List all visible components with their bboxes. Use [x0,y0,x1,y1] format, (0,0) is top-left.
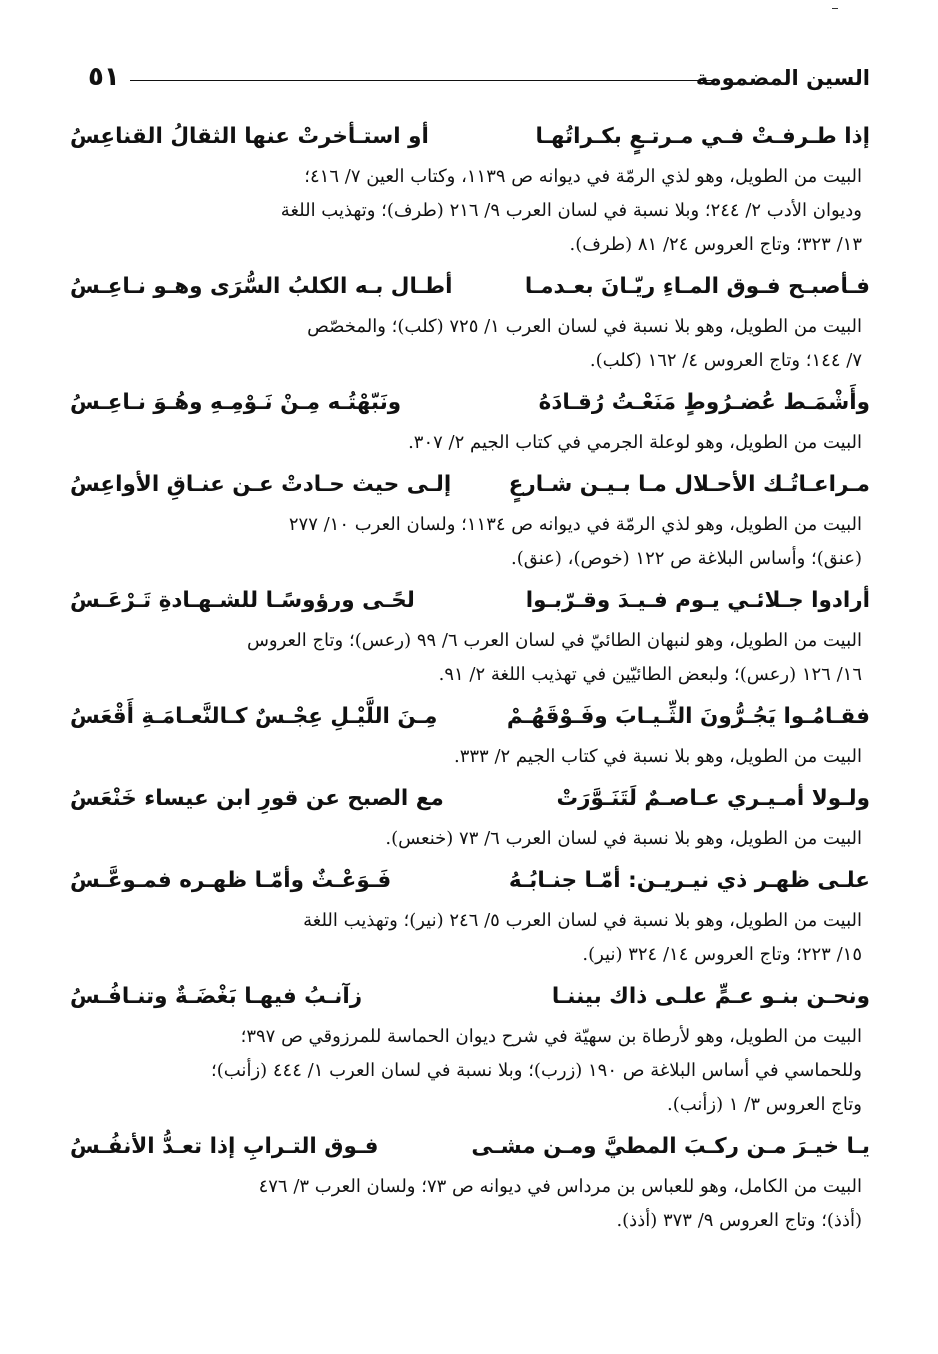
commentary-line: البيت من الكامل، وهو للعباس بن مرداس في ديوانه ص ٧٣؛ ولسان العرب ٣/ ٤٧٦ [258,1176,862,1197]
second-hemistich: فَـوَعْـثٌ وأمّـا ظهـره فمـوعَّـسُ [70,868,392,893]
first-hemistich: ونحـن بنـو عـمٍّ علـى ذاك بيننـا [551,984,870,1009]
commentary-line: ١٣/ ٣٢٣؛ وتاج العروس ٢٤/ ٨١ (طرف). [569,234,862,255]
commentary-line: ٧/ ١٤٤؛ وتاج العروس ٤/ ١٦٢ (كلب). [589,350,862,371]
first-hemistich: أرادوا جـلائـي يـوم فـيـدَ وقـرّبـوا [525,588,870,613]
verse-entry [70,384,870,460]
verse [70,466,870,504]
verse [70,268,870,306]
commentary-line: البيت من الطويل، وهو لذي الرمّة في ديوانه ص ١١٣٤؛ ولسان العرب ١٠/ ٢٧٧ [288,514,862,535]
verse [70,698,870,736]
second-hemistich: ونَبّهْتُـه مِـنْ نَـوْمِـهِ وهُـوَ نـاعِـسُ [70,390,402,415]
second-hemistich: أو استـأخرتْ عنها الثقالُ القناعِسُ [70,124,429,149]
second-hemistich: مع الصبح عن قورِ ابن عيساء خَنْعَسُ [70,786,444,811]
commentary [70,1170,870,1238]
verse [70,1128,870,1166]
commentary [70,160,870,262]
first-hemistich: إذا طـرفـتْ فـي مـرتـعٍ بكـراتُهـا [535,124,870,149]
commentary-line: البيت من الطويل، وهو لنبهان الطائيّ في لسان العرب ٦/ ٩٩ (رعس)؛ وتاج العروس [246,630,862,651]
commentary-line: (عنق)؛ وأساس البلاغة ص ١٢٢ (خوص)، (عنق). [510,548,862,569]
first-hemistich: ولـولا أمـيـري عـاصـمٌ لَتَنَـوَّرَتْ [556,786,870,811]
verse-entry [70,862,870,972]
commentary-line: ١٥/ ٢٢٣؛ وتاج العروس ١٤/ ٣٢٤ (نير). [582,944,862,965]
commentary-line: البيت من الطويل، وهو بلا نسبة في لسان العرب ٦/ ٧٣ (خنعس). [385,828,862,849]
commentary-line: البيت من الطويل، وهو لأرطاة بن سهيّة في شرح ديوان الحماسة للمرزوقي ص ٣٩٧؛ [240,1026,862,1047]
commentary [70,1020,870,1122]
first-hemistich: يـا خيـرَ مـن ركـبَ المطيَّ ومـن مشـى [471,1134,870,1159]
verse [70,978,870,1016]
commentary [70,624,870,692]
commentary-line: البيت من الطويل، وهو بلا نسبة في كتاب الجيم ٢/ ٣٣٣. [453,746,862,767]
first-hemistich: فـأصبـح فـوق المـاءِ ريّـانَ بعـدمـا [524,274,870,299]
page-body [70,118,870,1244]
commentary-line: البيت من الطويل، وهو لذي الرمّة في ديوانه ص ١١٣٩، وكتاب العين ٧/ ٤١٦؛ [304,166,862,187]
second-hemistich: فـوق التـرابِ إذا تعـدُّ الأنفُـسُ [70,1134,379,1159]
commentary-line: (أذذ)؛ وتاج العروس ٩/ ٣٧٣ (أذذ). [616,1210,862,1231]
first-hemistich: وأَشْمَـط عُضـرُوطٍ مَنَعْـتُ رُقـادَهُ [538,390,870,415]
header-rule [130,80,715,81]
commentary-line: البيت من الطويل، وهو لوعلة الجرمي في كتاب الجيم ٢/ ٣٠٧. [408,432,862,453]
page-header [70,56,870,96]
verse-entry [70,466,870,576]
book-page [70,0,870,1354]
commentary [70,740,870,774]
verse-entry [70,1128,870,1238]
commentary [70,904,870,972]
page-number: ٥١ [88,62,120,92]
commentary [70,822,870,856]
verse [70,384,870,422]
second-hemistich: أطـال بـه الكلبُ السُّرَى وهـو نـاعِـسُ [70,274,453,299]
commentary-line: البيت من الطويل، وهو بلا نسبة في لسان العرب ١/ ٧٢٥ (كلب)؛ والمخصّص [307,316,862,337]
verse [70,780,870,818]
commentary [70,426,870,460]
commentary-line: البيت من الطويل، وهو بلا نسبة في لسان العرب ٥/ ٢٤٦ (نير)؛ وتهذيب اللغة [303,910,862,931]
verse-entry [70,780,870,856]
commentary-line: وتاج العروس ٣/ ١ (زأنب). [666,1094,862,1115]
commentary [70,310,870,378]
verse-entry [70,118,870,262]
verse [70,582,870,620]
verse-entry [70,698,870,774]
first-hemistich: علـى ظهـر ذي نيـريـن: أمّـا جنـابُـهُ [508,868,870,893]
commentary-line: وللحماسي في أساس البلاغة ص ١٩٠ (زرب)؛ وبلا نسبة في لسان العرب ١/ ٤٤٤ (زأنب)؛ [211,1060,862,1081]
commentary-line: ١٦/ ١٢٦ (رعس)؛ ولبعض الطائيّين في تهذيب اللغة ٢/ ٩١. [438,664,862,685]
verse-entry [70,582,870,692]
second-hemistich: لحًـى ورؤوسًـا للشـهـادةِ تَـرْعَـسُ [70,588,415,613]
second-hemistich: زآنـبُ فيهـا بَغْضَـةٌ وتنـافُـسُ [70,984,363,1009]
verse-entry [70,268,870,378]
verse [70,118,870,156]
second-hemistich: مِـنَ اللَّيْـلِ عِجْـسٌ كـالنَّعـامَـةِ أَقْعَسُ [70,704,438,729]
commentary [70,508,870,576]
commentary-line: وديوان الأدب ٢/ ٢٤٤؛ وبلا نسبة في لسان العرب ٩/ ٢١٦ (طرف)؛ وتهذيب اللغة [280,200,862,221]
verse [70,862,870,900]
first-hemistich: فقـامُـوا يَجُـرُّونَ الثِّـيـابَ وفَـوْقَهُـمْ [506,704,870,729]
first-hemistich: مـراعـاتُـك الأحـلال مـا بـيـن شـارعٍ [508,472,870,497]
verse-entry [70,978,870,1122]
second-hemistich: إلـى حيث حـادتْ عـن عنـاقِ الأواعِسُ [70,472,452,497]
running-title: السين المضمومة [695,66,870,90]
